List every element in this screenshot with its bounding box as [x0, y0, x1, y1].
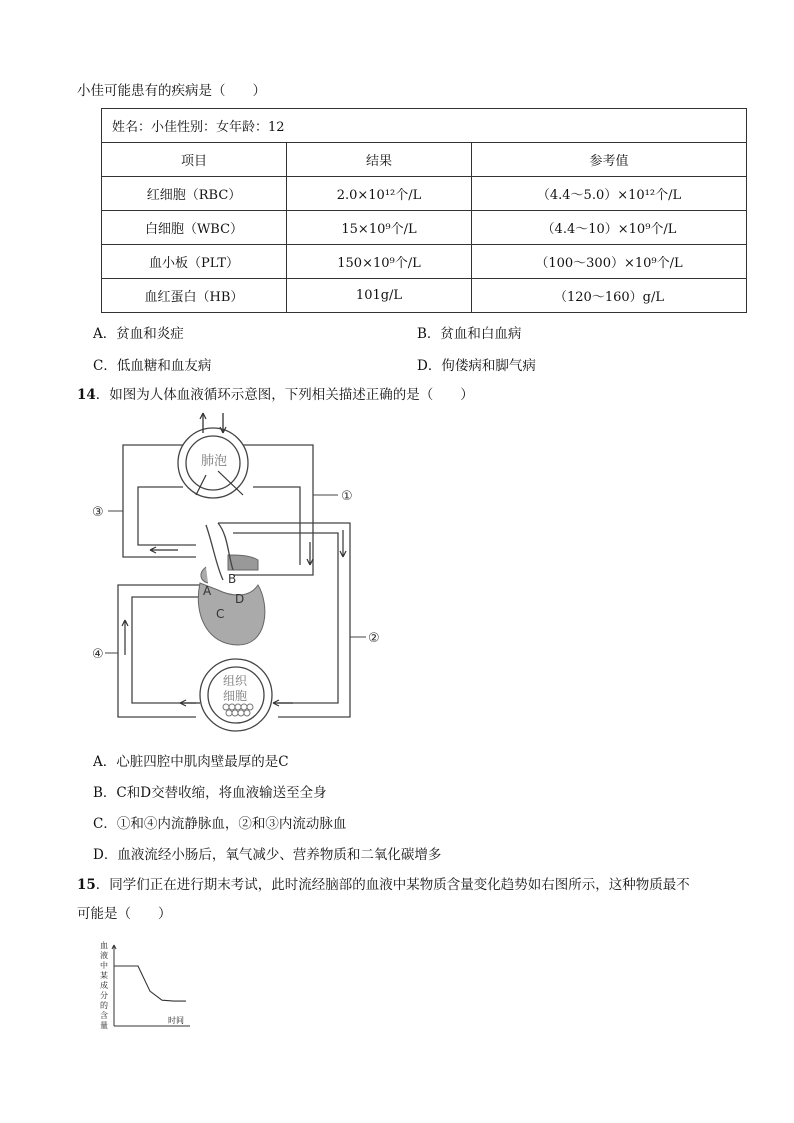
q14-stem [77, 384, 474, 406]
chamber-b-label: B [228, 572, 237, 586]
patient-info: 姓名：小佳性别：女年龄：12 [102, 109, 747, 143]
cell-reference: （4.4～10）×10⁹个/L [472, 211, 747, 245]
cell-reference: （100～300）×10⁹个/L [472, 245, 747, 279]
cell-result: 150×10⁹个/L [287, 245, 472, 279]
ylabel-char: 某 [100, 971, 108, 980]
q15-number: 15 [77, 877, 96, 893]
chart-ylabel [100, 940, 108, 1030]
header-reference: 参考值 [472, 143, 747, 177]
ylabel-char: 的 [100, 1001, 108, 1010]
cell-item: 白细胞（WBC） [102, 211, 287, 245]
alveolus-label: 肺泡 [201, 454, 228, 469]
cell-result: 2.0×10¹²个/L [287, 177, 472, 211]
q14-stem-text: ．如图为人体血液循环示意图，下列相关描述正确的是（ ） [95, 387, 474, 403]
vessel-2-label: ② [368, 631, 380, 646]
chart-xlabel: 时间 [168, 1016, 184, 1025]
vessel-4-label: ④ [92, 647, 104, 662]
q13-option-c[interactable]: C．低血糖和血友病 [93, 358, 212, 374]
q15-line-chart [96, 940, 196, 1040]
q15-stem-text: ．同学们正在进行期末考试，此时流经脑部的血液中某物质含量变化趋势如右图所示，这种物质最不 [95, 877, 690, 893]
chamber-c-label: C [216, 607, 225, 621]
q14-option-c[interactable]: C．①和④内流静脉血，②和③内流动脉血 [93, 816, 347, 832]
table-row [102, 245, 747, 279]
ylabel-char: 血 [100, 941, 108, 950]
ylabel-char: 中 [100, 961, 108, 970]
cell-result: 101g/L [287, 279, 472, 313]
vessel-1-label: ① [341, 489, 353, 504]
ylabel-char: 量 [100, 1021, 108, 1030]
cell-item: 红细胞（RBC） [102, 177, 287, 211]
table-row [102, 279, 747, 313]
chamber-d-label: D [235, 592, 245, 606]
cell-reference: （120～160）g/L [472, 279, 747, 313]
circulation-diagram [88, 405, 388, 735]
q14-option-d[interactable]: D．血液流经小肠后，氧气减少、营养物质和二氧化碳增多 [93, 847, 442, 863]
ylabel-char: 成 [100, 981, 108, 990]
tissue-label-line2: 细胞 [223, 689, 248, 703]
q14-number: 14 [77, 387, 96, 403]
q14-option-a[interactable]: A．心脏四腔中肌肉壁最厚的是C [93, 754, 289, 770]
table-row [102, 211, 747, 245]
table-header-row [102, 143, 747, 177]
blood-report-table [101, 108, 747, 313]
vessel-3-label: ③ [92, 505, 104, 520]
q13-stem: 小佳可能患有的疾病是（ ） [77, 83, 266, 99]
cell-item: 血小板（PLT） [102, 245, 287, 279]
header-result: 结果 [287, 143, 472, 177]
ylabel-char: 含 [100, 1011, 108, 1020]
q14-option-b[interactable]: B．C和D交替收缩，将血液输送至全身 [93, 785, 327, 801]
cell-result: 15×10⁹个/L [287, 211, 472, 245]
ylabel-char: 分 [100, 991, 108, 1000]
cell-item: 血红蛋白（HB） [102, 279, 287, 313]
ylabel-char: 液 [100, 951, 108, 960]
q13-option-b[interactable]: B．贫血和白血病 [417, 326, 522, 342]
series-line [114, 966, 186, 1001]
q13-option-d[interactable]: D．佝偻病和脚气病 [417, 358, 536, 374]
cell-reference: （4.4～5.0）×10¹²个/L [472, 177, 747, 211]
table-row [102, 109, 747, 143]
chamber-a-label: A [203, 584, 212, 598]
header-item: 项目 [102, 143, 287, 177]
q15-stem-line2: 可能是（ ） [77, 906, 172, 922]
q13-option-a[interactable]: A．贫血和炎症 [93, 326, 184, 342]
table-row [102, 177, 747, 211]
q15-stem-line1 [77, 874, 690, 896]
tissue-label-line1: 组织 [223, 674, 248, 688]
